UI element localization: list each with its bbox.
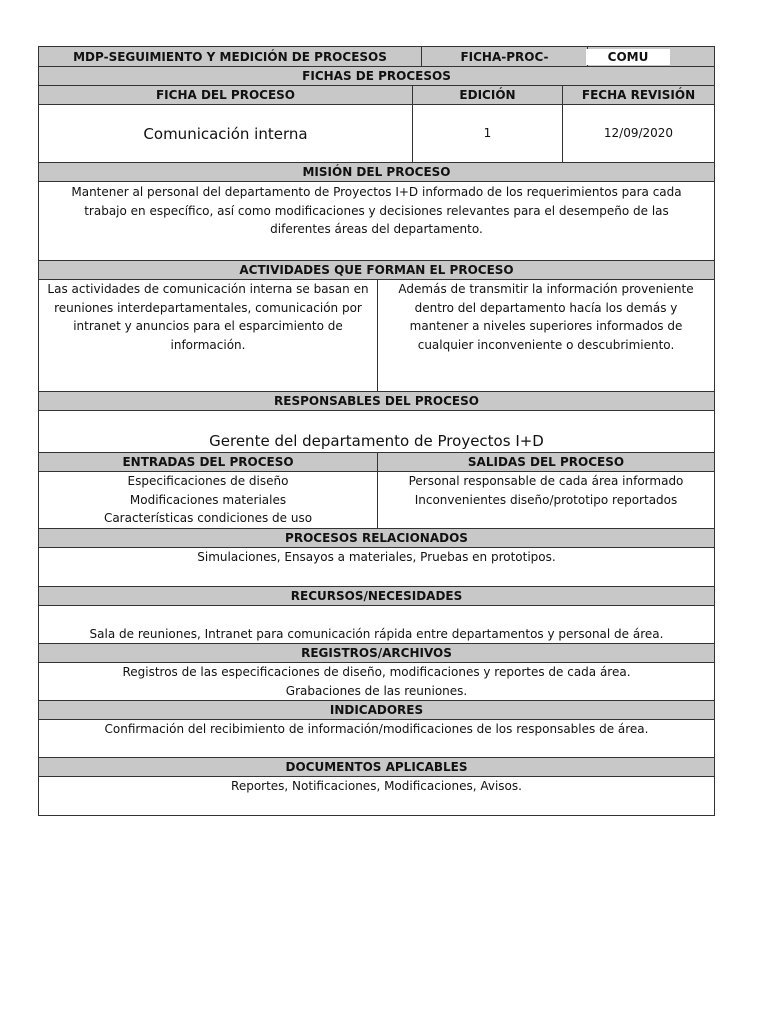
documentos-row <box>39 777 714 815</box>
relacionados-text: Simulaciones, Ensayos a materiales, Pruebas en prototipos. <box>197 550 556 564</box>
edicion-column-header: EDICIÓN <box>413 86 563 104</box>
actividades-left-text: Las actividades de comunicación interna se basan en reuniones interdepartamentales, comunicación por intranet y anuncios para el esparcimiento de información. <box>39 280 378 391</box>
entradas-header: ENTRADAS DEL PROCESO <box>39 453 378 471</box>
salida-item: Personal responsable de cada área informado <box>408 474 684 488</box>
responsables-header-row <box>39 392 714 411</box>
actividades-right-text: Además de transmitir la información proveniente dentro del departamento hacía los demás y mantener a niveles superiores informados de cualquier inconveniente o descubrimiento. <box>398 282 694 352</box>
registro-line: Registros de las especificaciones de diseño, modificaciones y reportes de cada área. <box>122 665 631 679</box>
registros-row <box>39 663 714 701</box>
registro-line: Grabaciones de las reuniones. <box>285 683 468 698</box>
entradas-salidas-row <box>39 472 714 529</box>
fecha-column-header: FECHA REVISIÓN <box>563 86 714 104</box>
mision-text: Mantener al personal del departamento de Proyectos I+D informado de los requerimientos para cada trabajo en específico, así como modificaciones y decisiones relevantes para el desempeño de las diferentes áreas del departamento. <box>71 185 682 236</box>
actividades-header-row <box>39 261 714 280</box>
mision-header: MISIÓN DEL PROCESO <box>39 163 714 181</box>
actividades-header: ACTIVIDADES QUE FORMAN EL PROCESO <box>39 261 714 279</box>
registros-header-row <box>39 644 714 663</box>
registros-header: REGISTROS/ARCHIVOS <box>39 644 714 662</box>
entrada-item: Especificaciones de diseño <box>127 474 289 488</box>
mision-header-row <box>39 163 714 182</box>
entradas-salidas-header-row <box>39 453 714 472</box>
recursos-text: Sala de reuniones, Intranet para comunicación rápida entre departamentos y personal de área. <box>89 626 664 641</box>
documentos-header-row <box>39 758 714 777</box>
registros-list <box>39 663 714 700</box>
process-name: Comunicación interna <box>39 105 413 162</box>
fichas-header-row <box>39 67 714 86</box>
responsables-header: RESPONSABLES DEL PROCESO <box>39 392 714 410</box>
recursos-row <box>39 606 714 644</box>
code-label: FICHA-PROC- <box>422 47 588 66</box>
responsables-row <box>39 411 714 453</box>
document-title: MDP-SEGUIMIENTO Y MEDICIÓN DE PROCESOS <box>39 47 422 66</box>
process-sheet <box>38 46 715 816</box>
documentos-text: Reportes, Notificaciones, Modificaciones, Avisos. <box>231 779 522 793</box>
indicadores-header-row <box>39 701 714 720</box>
recursos-header: RECURSOS/NECESIDADES <box>39 587 714 605</box>
salida-item: Inconvenientes diseño/prototipo reportados <box>414 492 678 507</box>
salidas-header: SALIDAS DEL PROCESO <box>378 453 714 471</box>
entradas-list <box>39 472 378 528</box>
indicadores-text: Confirmación del recibimiento de información/modificaciones de los responsables de área. <box>104 722 649 736</box>
responsables-text: Gerente del departamento de Proyectos I+D <box>209 432 544 450</box>
title-row <box>39 47 714 67</box>
mision-row <box>39 182 714 261</box>
edition-value: 1 <box>413 105 563 162</box>
entrada-item: Características condiciones de uso <box>103 511 313 525</box>
code-value: COMU <box>586 49 670 65</box>
revision-date: 12/09/2020 <box>603 126 674 141</box>
entrada-item: Modificaciones materiales <box>129 492 287 507</box>
relacionados-header-row <box>39 529 714 548</box>
relacionados-header: PROCESOS RELACIONADOS <box>39 529 714 547</box>
salidas-list <box>378 472 714 528</box>
indicadores-row <box>39 720 714 758</box>
column-header-row <box>39 86 714 105</box>
info-row <box>39 105 714 163</box>
recursos-header-row <box>39 587 714 606</box>
fichas-header: FICHAS DE PROCESOS <box>39 67 714 85</box>
ficha-column-header: FICHA DEL PROCESO <box>39 86 413 104</box>
actividades-row <box>39 280 714 392</box>
code-cell <box>588 47 714 66</box>
indicadores-header: INDICADORES <box>39 701 714 719</box>
relacionados-row <box>39 548 714 587</box>
documentos-header: DOCUMENTOS APLICABLES <box>39 758 714 776</box>
